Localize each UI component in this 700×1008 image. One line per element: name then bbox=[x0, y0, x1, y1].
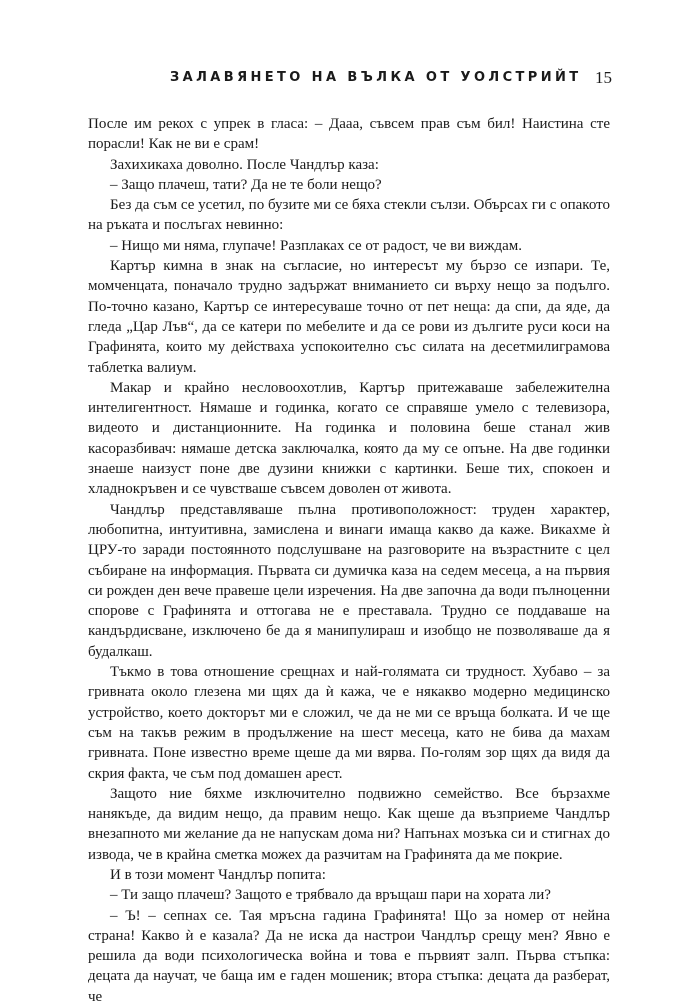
paragraph: Тъкмо в това отношение срещнах и най-голямата си трудност. Хубаво – за гривната около глезена ми щях да ѝ кажа, че е някакво модерно медицинско устройство, което докторът ми е сложил, че да не ми се връща болката. И че ще съм на такъв режим в продължение на шест месеца, като не бива да махам гривната. Поне известно време щеше да ми вярва. По-голям зор щях да видя да скрия факта, че съм под домашен арест. bbox=[88, 664, 610, 782]
body-text bbox=[88, 114, 610, 1007]
running-head-title: ЗАЛАВЯНЕТО НА ВЪЛКА ОТ УОЛСТРИЙТ bbox=[170, 70, 582, 85]
paragraph: – Ти защо плачеш? Защото е трябвало да връщаш пари на хората ли? bbox=[110, 887, 551, 904]
paragraph: Чандлър представляваше пълна противоположност: труден характер, любопитна, интуитивна, замислена и винаги имаща какво да каже. Викахме ѝ ЦРУ-то заради постоянното подслушване на разговорите на възрастните с цел събиране на информация. Първата си думичка каза на седем месеца, а на първия си рожден ден вече правеше цели изречения. На две започна да води пълноценни спорове с Графинята и оттогава не е преставала. Трудно се поддаваше на кандърдисване, изключено бе да я манипулираш и изобщо не позволяваше да я будалкаш. bbox=[88, 501, 610, 660]
paragraph: Захихикаха доволно. После Чандлър каза: bbox=[110, 156, 379, 173]
paragraph: – Ъ! – сепнах се. Тая мръсна гадина Графинята! Що за номер от нейна страна! Какво ѝ е казала? Да не иска да настрои Чандлър срещу мен? Явно е решила да води психологическа война и това е първият залп. Първа стъпка: децата да научат, че баща им е гаден мошеник; втора стъпка: децата да разберат, че bbox=[88, 907, 610, 1005]
paragraph: Макар и крайно несловоохотлив, Картър притежаваше забележителна интелигентност. Нямаше и годинка, когато се справяше умело с телевизора, видеото и дистанционните. На годинка и половина беше станал жив касоразбивач: нямаше детска заключалка, която да му се опъне. На две годинки знаеше наизуст поне две дузини книжки с картинки. Беше тих, спокоен и хладнокръвен и се чувстваше съвсем доволен от живота. bbox=[88, 379, 610, 498]
paragraph: После им рекох с упрек в гласа: – Дааа, съвсем прав съм бил! Наистина сте порасли! Как не ви е срам! bbox=[88, 116, 610, 153]
paragraph: – Защо плачеш, тати? Да не те боли нещо? bbox=[110, 176, 382, 193]
paragraph: И в този момент Чандлър попита: bbox=[110, 866, 326, 883]
paragraph: Без да съм се усетил, по бузите ми се бяха стекли сълзи. Обърсах ги с опакото на ръката и послъгах невинно: bbox=[88, 197, 610, 234]
paragraph: Защото ние бяхме изключително подвижно семейство. Все бързахме нанякъде, да видим нещо, да правим нещо. Как щеше да възприеме Чандлър внезапното ми желание да не напускам дома ни? Напънах мозъка си и стигнах до извода, че в крайна сметка можех да разчитам на Графинята да ме покрие. bbox=[88, 785, 610, 863]
paragraph: – Нищо ми няма, глупаче! Разплаках се от радост, че ви виждам. bbox=[110, 237, 523, 254]
paragraph: Картър кимна в знак на съгласие, но интересът му бързо се изпари. Те, момченцата, поначало трудно задържат вниманието си върху нещо за подълго. По-точно казано, Картър се интересуваше точно от пет неща: да спи, да яде, да гледа „Цар Лъв“, да се катери по мебелите и да се рови из дългите руси коси на Графинята, които му действаха успокоително със силата на десетмилиграмова таблетка валиум. bbox=[88, 258, 610, 376]
page-number: 15 bbox=[595, 68, 612, 87]
